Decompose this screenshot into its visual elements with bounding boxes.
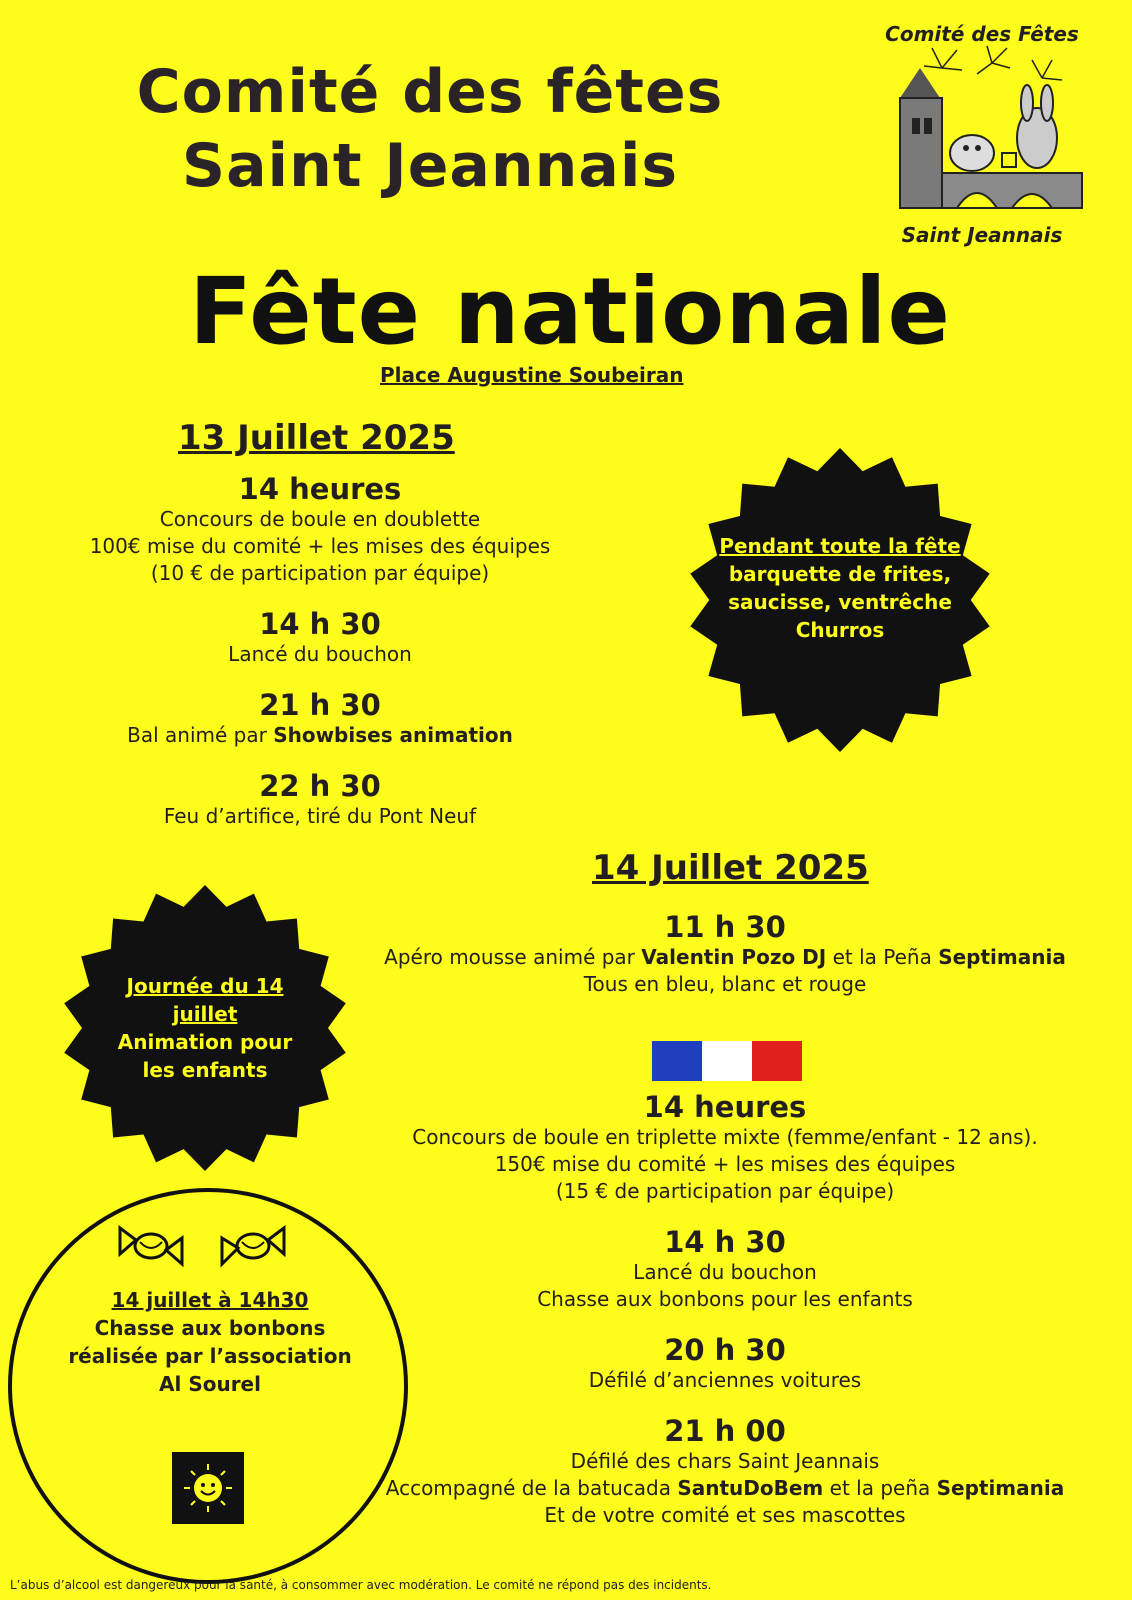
day2-item-2-time: 14 heures <box>643 1090 807 1124</box>
committee-logo <box>862 8 1102 253</box>
day2-item-3-line-1: Lancé du bouchon <box>633 1260 817 1284</box>
candy-text <box>40 1286 380 1398</box>
event-location: Place Augustine Soubeiran <box>380 363 684 387</box>
pena-name: Septimania <box>936 1476 1065 1500</box>
day2-date: 14 Juillet 2025 <box>592 848 869 888</box>
day2-item-5-line-2 <box>330 1475 1120 1502</box>
burst1-line-2: saucisse, ventrêche <box>728 590 952 614</box>
al-sourel-logo <box>172 1452 244 1524</box>
day2-item-4-line-1: Défilé d’anciennes voitures <box>588 1368 862 1392</box>
event-title: Fête nationale <box>189 258 951 365</box>
day1-item-1-line-1: Concours de boule en doublette <box>159 507 481 531</box>
day2-item-5-line-3: Et de votre comité et ses mascottes <box>544 1503 906 1527</box>
day2-schedule-part-1 <box>330 910 1120 998</box>
burst2-text <box>100 972 310 1084</box>
day1-item-1-line-2: 100€ mise du comité + les mises des équipes <box>89 534 551 558</box>
burst2-line-2: les enfants <box>142 1058 268 1082</box>
committee-title <box>40 55 820 203</box>
candy-line-1: Chasse aux bonbons <box>94 1316 326 1340</box>
flag-red-stripe <box>752 1041 802 1081</box>
pena-name: Septimania <box>938 945 1066 969</box>
candy-icon-right <box>220 1222 286 1274</box>
day1-item-2-line-1: Lancé du bouchon <box>228 642 412 666</box>
day1-item-3-line <box>20 722 620 749</box>
info-burst-festival <box>686 440 994 760</box>
candy-line-2: réalisée par l’association <box>68 1344 352 1368</box>
logo-top-text: Comité des Fêtes <box>885 22 1079 46</box>
text-span: Apéro mousse animé par <box>384 945 642 969</box>
day2-item-5-time: 21 h 00 <box>664 1414 786 1448</box>
day2-item-4-time: 20 h 30 <box>664 1333 786 1367</box>
day2-item-3-line-2: Chasse aux bonbons pour les enfants <box>537 1287 913 1311</box>
day1-item-3-time: 21 h 30 <box>259 688 381 722</box>
day2-item-2-line-3: (15 € de participation par équipe) <box>555 1179 895 1203</box>
logo-bottom-text: Saint Jeannais <box>901 223 1063 247</box>
french-flag <box>652 1041 802 1081</box>
burst1-text <box>710 532 970 644</box>
day1-item-4-time: 22 h 30 <box>259 769 381 803</box>
burst1-line-3: Churros <box>795 618 885 642</box>
flag-blue-stripe <box>652 1041 702 1081</box>
day1-item-1-time: 14 heures <box>238 472 402 506</box>
legal-footer: L’abus d’alcool est dangereux pour la santé, à consommer avec modération. Le comité ne répond pas des incidents. <box>10 1578 712 1592</box>
burst2-heading: Journée du 14 juillet <box>126 974 284 1026</box>
day1-item-3-bold: Showbises animation <box>273 723 513 747</box>
candy-icon-left <box>118 1222 184 1274</box>
burst1-line-1: barquette de frites, <box>728 562 952 586</box>
title-line-2: Saint Jeannais <box>181 131 679 201</box>
day2-item-2-line-1: Concours de boule en triplette mixte (femme/enfant - 12 ans). <box>412 1125 1038 1149</box>
text-span: Accompagné de la batucada <box>385 1476 678 1500</box>
burst2-line-1: Animation pour <box>117 1030 293 1054</box>
candy-icon <box>220 1222 286 1270</box>
day2-item-1-line-2: Tous en bleu, blanc et rouge <box>583 972 867 996</box>
day2-item-3-time: 14 h 30 <box>664 1225 786 1259</box>
day2-item-1-line-1 <box>330 944 1120 971</box>
sun-smiley-icon <box>172 1452 244 1524</box>
candy-line-3: Al Sourel <box>159 1372 261 1396</box>
day1-schedule <box>20 472 620 830</box>
flag-white-stripe <box>702 1041 752 1081</box>
dj-name: Valentin Pozo DJ <box>641 945 827 969</box>
burst1-heading: Pendant toute la fête <box>719 534 961 558</box>
day2-item-5-line-1: Défilé des chars Saint Jeannais <box>570 1449 880 1473</box>
day2-item-1-time: 11 h 30 <box>664 910 786 944</box>
day1-item-4-line-1: Feu d’artifice, tiré du Pont Neuf <box>163 804 477 828</box>
day1-item-3-prefix: Bal animé par <box>127 723 274 747</box>
text-span: et la peña <box>823 1476 937 1500</box>
info-burst-kids <box>60 880 350 1176</box>
text-span: et la Peña <box>826 945 939 969</box>
day1-item-2-time: 14 h 30 <box>259 607 381 641</box>
title-line-1: Comité des fêtes <box>136 57 724 127</box>
day2-schedule-part-2 <box>330 1090 1120 1529</box>
day1-date: 13 Juillet 2025 <box>178 418 455 458</box>
day1-item-1-line-3: (10 € de participation par équipe) <box>150 561 490 585</box>
candy-icon <box>118 1222 184 1270</box>
batucada-name: SantuDoBem <box>677 1476 824 1500</box>
day2-item-2-line-2: 150€ mise du comité + les mises des équipes <box>494 1152 956 1176</box>
candy-heading: 14 juillet à 14h30 <box>111 1288 309 1312</box>
